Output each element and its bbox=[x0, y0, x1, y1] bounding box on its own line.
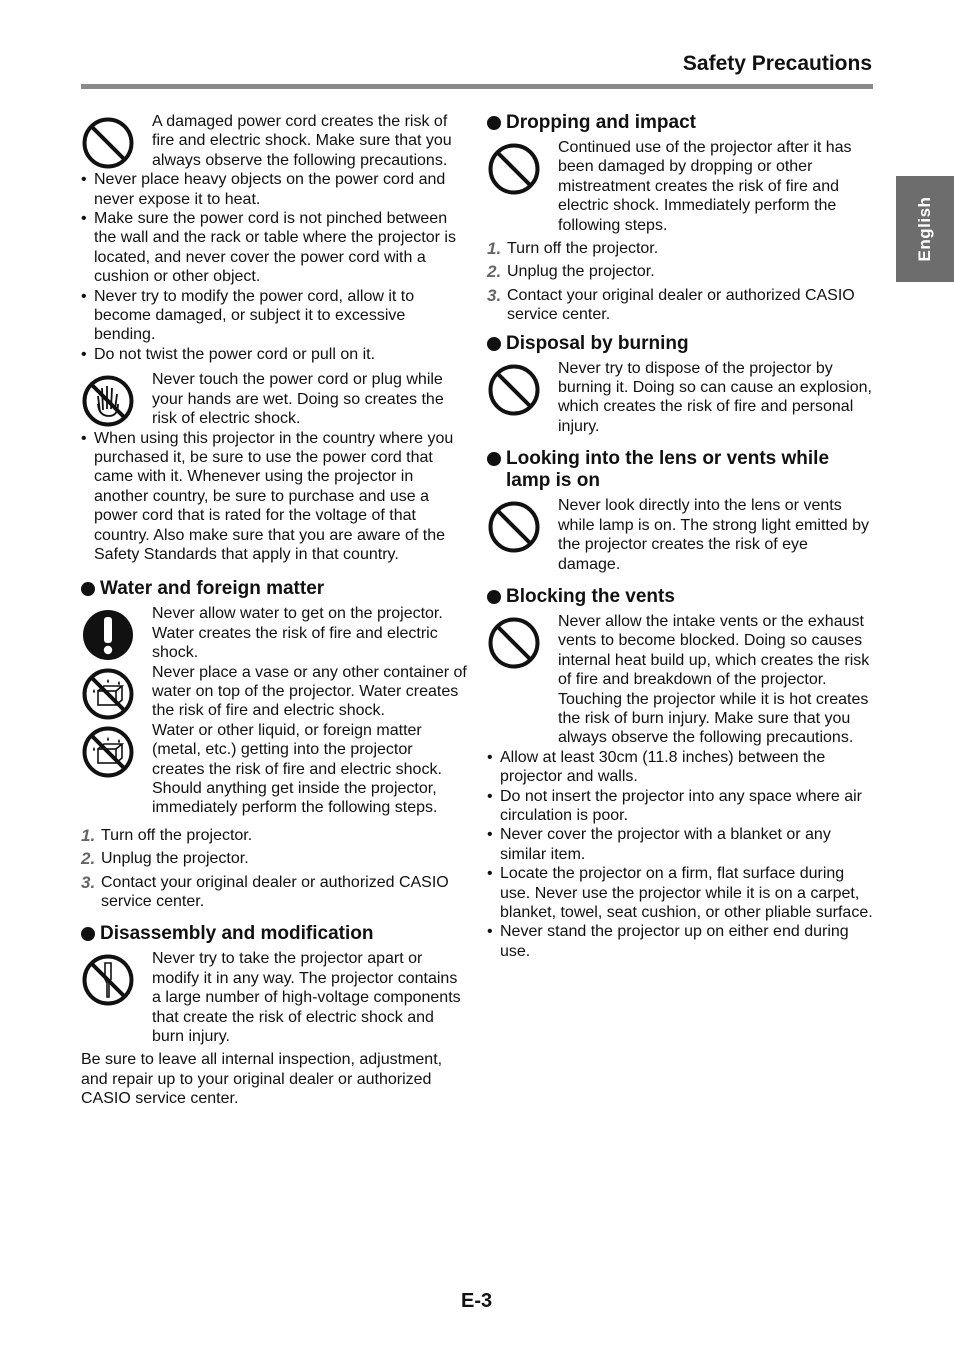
right-column bbox=[487, 112, 873, 961]
step-number: 2. bbox=[487, 262, 502, 282]
no-wet-hands-icon bbox=[81, 374, 135, 428]
list-item: • Make sure the power cord is not pinched between the wall and the rack or table where the projector is located, and never cover the power cord with a cushion or other object. bbox=[81, 209, 467, 287]
lens-text: Never look directly into the lens or vents while lamp is on. The strong light emitted by the projector creates the risk of eye damage. bbox=[558, 497, 869, 573]
lens-warning bbox=[487, 496, 873, 574]
water-steps bbox=[81, 826, 467, 912]
step-number: 1. bbox=[487, 239, 502, 259]
bullet-dot bbox=[81, 582, 95, 596]
list-item: • Do not insert the projector into any space where air circulation is poor. bbox=[487, 787, 873, 826]
vents-heading: Blocking the vents bbox=[506, 585, 675, 607]
page-title: Safety Precautions bbox=[682, 52, 872, 75]
vents-warning bbox=[487, 612, 873, 748]
list-item: • Never stand the projector up on either end during use. bbox=[487, 922, 873, 961]
section-heading bbox=[487, 586, 873, 608]
no-water-icon bbox=[81, 725, 135, 779]
list-item: • Never place heavy objects on the power cord and never expose it to heat. bbox=[81, 170, 467, 209]
country-list bbox=[81, 429, 467, 565]
disassembly-warning bbox=[81, 949, 467, 1046]
step-text: Contact your original dealer or authorized CASIO service center. bbox=[507, 286, 855, 324]
lens-heading: Looking into the lens or vents while lamp is on bbox=[506, 448, 830, 492]
wet-hands-warning bbox=[81, 370, 467, 428]
section-heading bbox=[487, 112, 873, 134]
water-heading: Water and foreign matter bbox=[100, 578, 325, 600]
page-number: E-3 bbox=[461, 1290, 493, 1312]
burning-text: Never try to dispose of the projector by burning it. Doing so can cause an explosion, which creates the risk of fire and personal injury. bbox=[558, 359, 872, 435]
bullet-dot bbox=[487, 116, 501, 130]
language-tab bbox=[896, 176, 954, 282]
step-item bbox=[81, 826, 467, 845]
left-column bbox=[81, 112, 467, 1109]
list-item: • When using this projector in the country where you purchased it, be sure to use the power cord that came with it. Whenever using the projector in another country, be sure to purchase and use a power cord that is rated for the voltage of that country. Also make sure that you are aware of the Safety Standards that apply in that country. bbox=[81, 429, 467, 565]
prohibited-icon bbox=[487, 616, 541, 670]
prohibited-icon bbox=[81, 116, 135, 170]
prohibited-icon bbox=[487, 500, 541, 554]
burning-warning bbox=[487, 359, 873, 437]
burning-heading: Disposal by burning bbox=[506, 332, 689, 354]
step-text: Turn off the projector. bbox=[507, 240, 659, 258]
dropping-warning bbox=[487, 138, 873, 235]
exclamation-icon bbox=[81, 608, 135, 662]
wet-hands-text: Never touch the power cord or plug while your hands are wet. Doing so creates the risk of electric shock. bbox=[152, 371, 444, 428]
section-heading bbox=[81, 578, 467, 600]
water-text-2: Never place a vase or any other container of water on top of the projector. Water creates the risk of fire and electric shock. bbox=[152, 663, 467, 720]
list-item: • Do not twist the power cord or pull on it. bbox=[81, 345, 467, 364]
water-warning-2 bbox=[81, 663, 467, 721]
disassembly-text: Never try to take the projector apart or modify it in any way. The projector contains a large number of high-voltage components that create the risk of electric shock and burn injury. bbox=[152, 950, 461, 1046]
step-number: 3. bbox=[81, 872, 96, 892]
dropping-steps bbox=[487, 239, 873, 325]
disassembly-heading: Disassembly and modification bbox=[100, 923, 374, 945]
step-item bbox=[487, 239, 873, 258]
disassembly-note: Be sure to leave all internal inspection, adjustment, and repair up to your original dealer or authorized CASIO service center. bbox=[81, 1051, 443, 1108]
step-item bbox=[81, 849, 467, 868]
step-item bbox=[487, 286, 873, 325]
vents-text: Never allow the intake vents or the exhaust vents to become blocked. Doing so causes internal heat build up, which creates the risk of fire and breakdown of the projector. Touching the projector while it is hot creates the risk of burn injury. Make sure that you always observe the following precautions. bbox=[558, 612, 870, 747]
step-item bbox=[81, 873, 467, 912]
water-warning-1 bbox=[81, 604, 467, 662]
prohibited-icon bbox=[487, 142, 541, 196]
step-item bbox=[487, 262, 873, 281]
section-heading bbox=[487, 448, 873, 492]
step-number: 3. bbox=[487, 285, 502, 305]
water-text-1: Never allow water to get on the projector. Water creates the risk of fire and electric shock. bbox=[152, 605, 443, 662]
no-disassembly-icon bbox=[81, 953, 135, 1007]
section-heading bbox=[487, 333, 873, 355]
water-text-3: Water or other liquid, or foreign matter (metal, etc.) getting into the projector creates the risk of fire and electric shock. Should anything get inside the projector, immediately perform the following steps. bbox=[152, 721, 442, 817]
language-tab-label: English bbox=[915, 196, 934, 262]
dropping-heading: Dropping and impact bbox=[506, 112, 696, 133]
list-item: • Locate the projector on a firm, flat surface during use. Never use the projector while it is on a carpet, blanket, towel, seat cushion, or other pliable surface. bbox=[487, 864, 873, 922]
prohibited-icon bbox=[487, 363, 541, 417]
step-text: Turn off the projector. bbox=[101, 826, 253, 844]
section-heading bbox=[81, 923, 467, 945]
vents-list bbox=[487, 748, 873, 961]
bullet-dot bbox=[487, 337, 501, 351]
list-item: • Allow at least 30cm (11.8 inches) between the projector and walls. bbox=[487, 748, 873, 787]
step-text: Unplug the projector. bbox=[507, 263, 655, 281]
water-warning-3 bbox=[81, 721, 467, 818]
bullet-dot bbox=[487, 452, 501, 466]
step-text: Unplug the projector. bbox=[101, 850, 249, 868]
bullet-dot bbox=[81, 927, 95, 941]
power-cord-warning bbox=[81, 112, 467, 170]
no-water-icon bbox=[81, 667, 135, 721]
step-number: 2. bbox=[81, 849, 96, 869]
bullet-dot bbox=[487, 590, 501, 604]
power-cord-list bbox=[81, 170, 467, 364]
header-rule bbox=[81, 84, 873, 89]
step-number: 1. bbox=[81, 825, 96, 845]
dropping-text: Continued use of the projector after it has been damaged by dropping or other mistreatment creates the risk of fire and electric shock. Immediately perform the following steps. bbox=[558, 139, 852, 234]
list-item: • Never cover the projector with a blanket or any similar item. bbox=[487, 825, 873, 864]
list-item: • Never try to modify the power cord, allow it to become damaged, or subject it to excessive bending. bbox=[81, 287, 467, 345]
power-cord-intro: A damaged power cord creates the risk of fire and electric shock. Make sure that you always observe the following precautions. bbox=[152, 113, 452, 169]
step-text: Contact your original dealer or authorized CASIO service center. bbox=[101, 873, 449, 911]
